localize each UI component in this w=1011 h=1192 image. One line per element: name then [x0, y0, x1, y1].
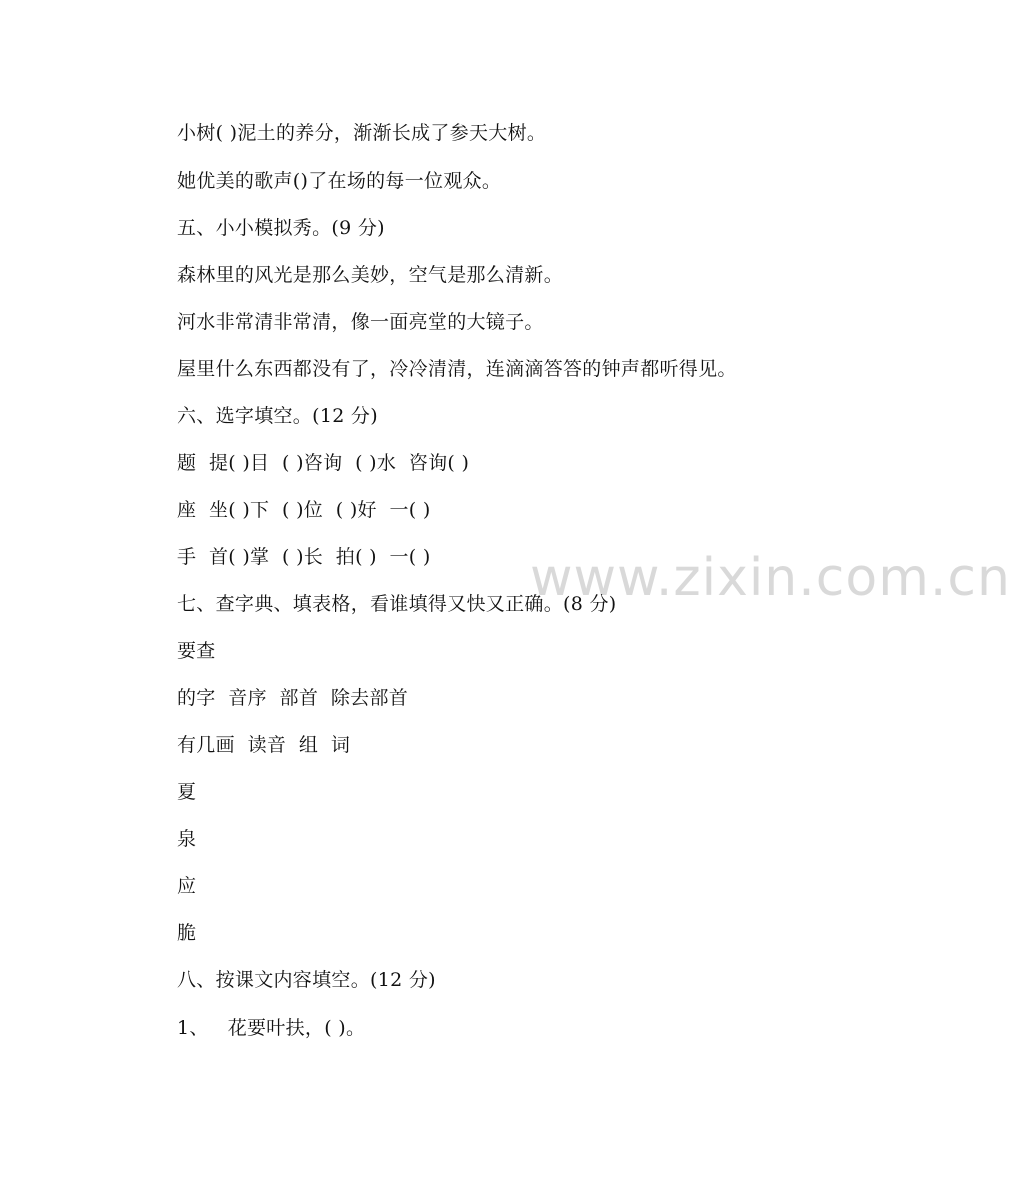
table-header-text: 要查 [177, 640, 216, 662]
choose-char-row: 座 坐( )下 ( )位 ( )好 一( ) [177, 499, 431, 521]
fill-blank-sentence: 小树( )泥土的养分，渐渐长成了参天大树。 [177, 122, 547, 144]
table-row-char: 应 [177, 875, 197, 897]
choose-char-row: 题 提( )目 ( )咨询 ( )水 咨询( ) [177, 452, 470, 474]
table-row-char: 夏 [177, 781, 197, 803]
section-heading-seven: 七、查字典、填表格，看谁填得又快又正确。(8 分) [177, 593, 617, 615]
fill-blank-sentence: 她优美的歌声()了在场的每一位观众。 [177, 170, 502, 192]
table-row-char: 脆 [177, 922, 197, 944]
section-heading-six: 六、选字填空。(12 分) [177, 405, 378, 427]
fill-blank-item: 1、 花要叶扶，( )。 [177, 1017, 366, 1039]
model-sentence: 屋里什么东西都没有了，冷冷清清，连滴滴答答的钟声都听得见。 [177, 358, 737, 380]
table-header-text: 的字 音序 部首 除去部首 [177, 687, 409, 709]
choose-char-row: 手 首( )掌 ( )长 拍( ) 一( ) [177, 546, 431, 568]
table-row-char: 泉 [177, 828, 197, 850]
watermark: www.zixin.com.cn [530, 548, 1011, 608]
section-heading-eight: 八、按课文内容填空。(12 分) [177, 969, 436, 991]
model-sentence: 森林里的风光是那么美妙，空气是那么清新。 [177, 264, 564, 286]
table-header-text: 有几画 读音 组 词 [177, 734, 351, 756]
model-sentence: 河水非常清非常清，像一面亮堂的大镜子。 [177, 311, 544, 333]
section-heading-five: 五、小小模拟秀。(9 分) [177, 217, 385, 239]
